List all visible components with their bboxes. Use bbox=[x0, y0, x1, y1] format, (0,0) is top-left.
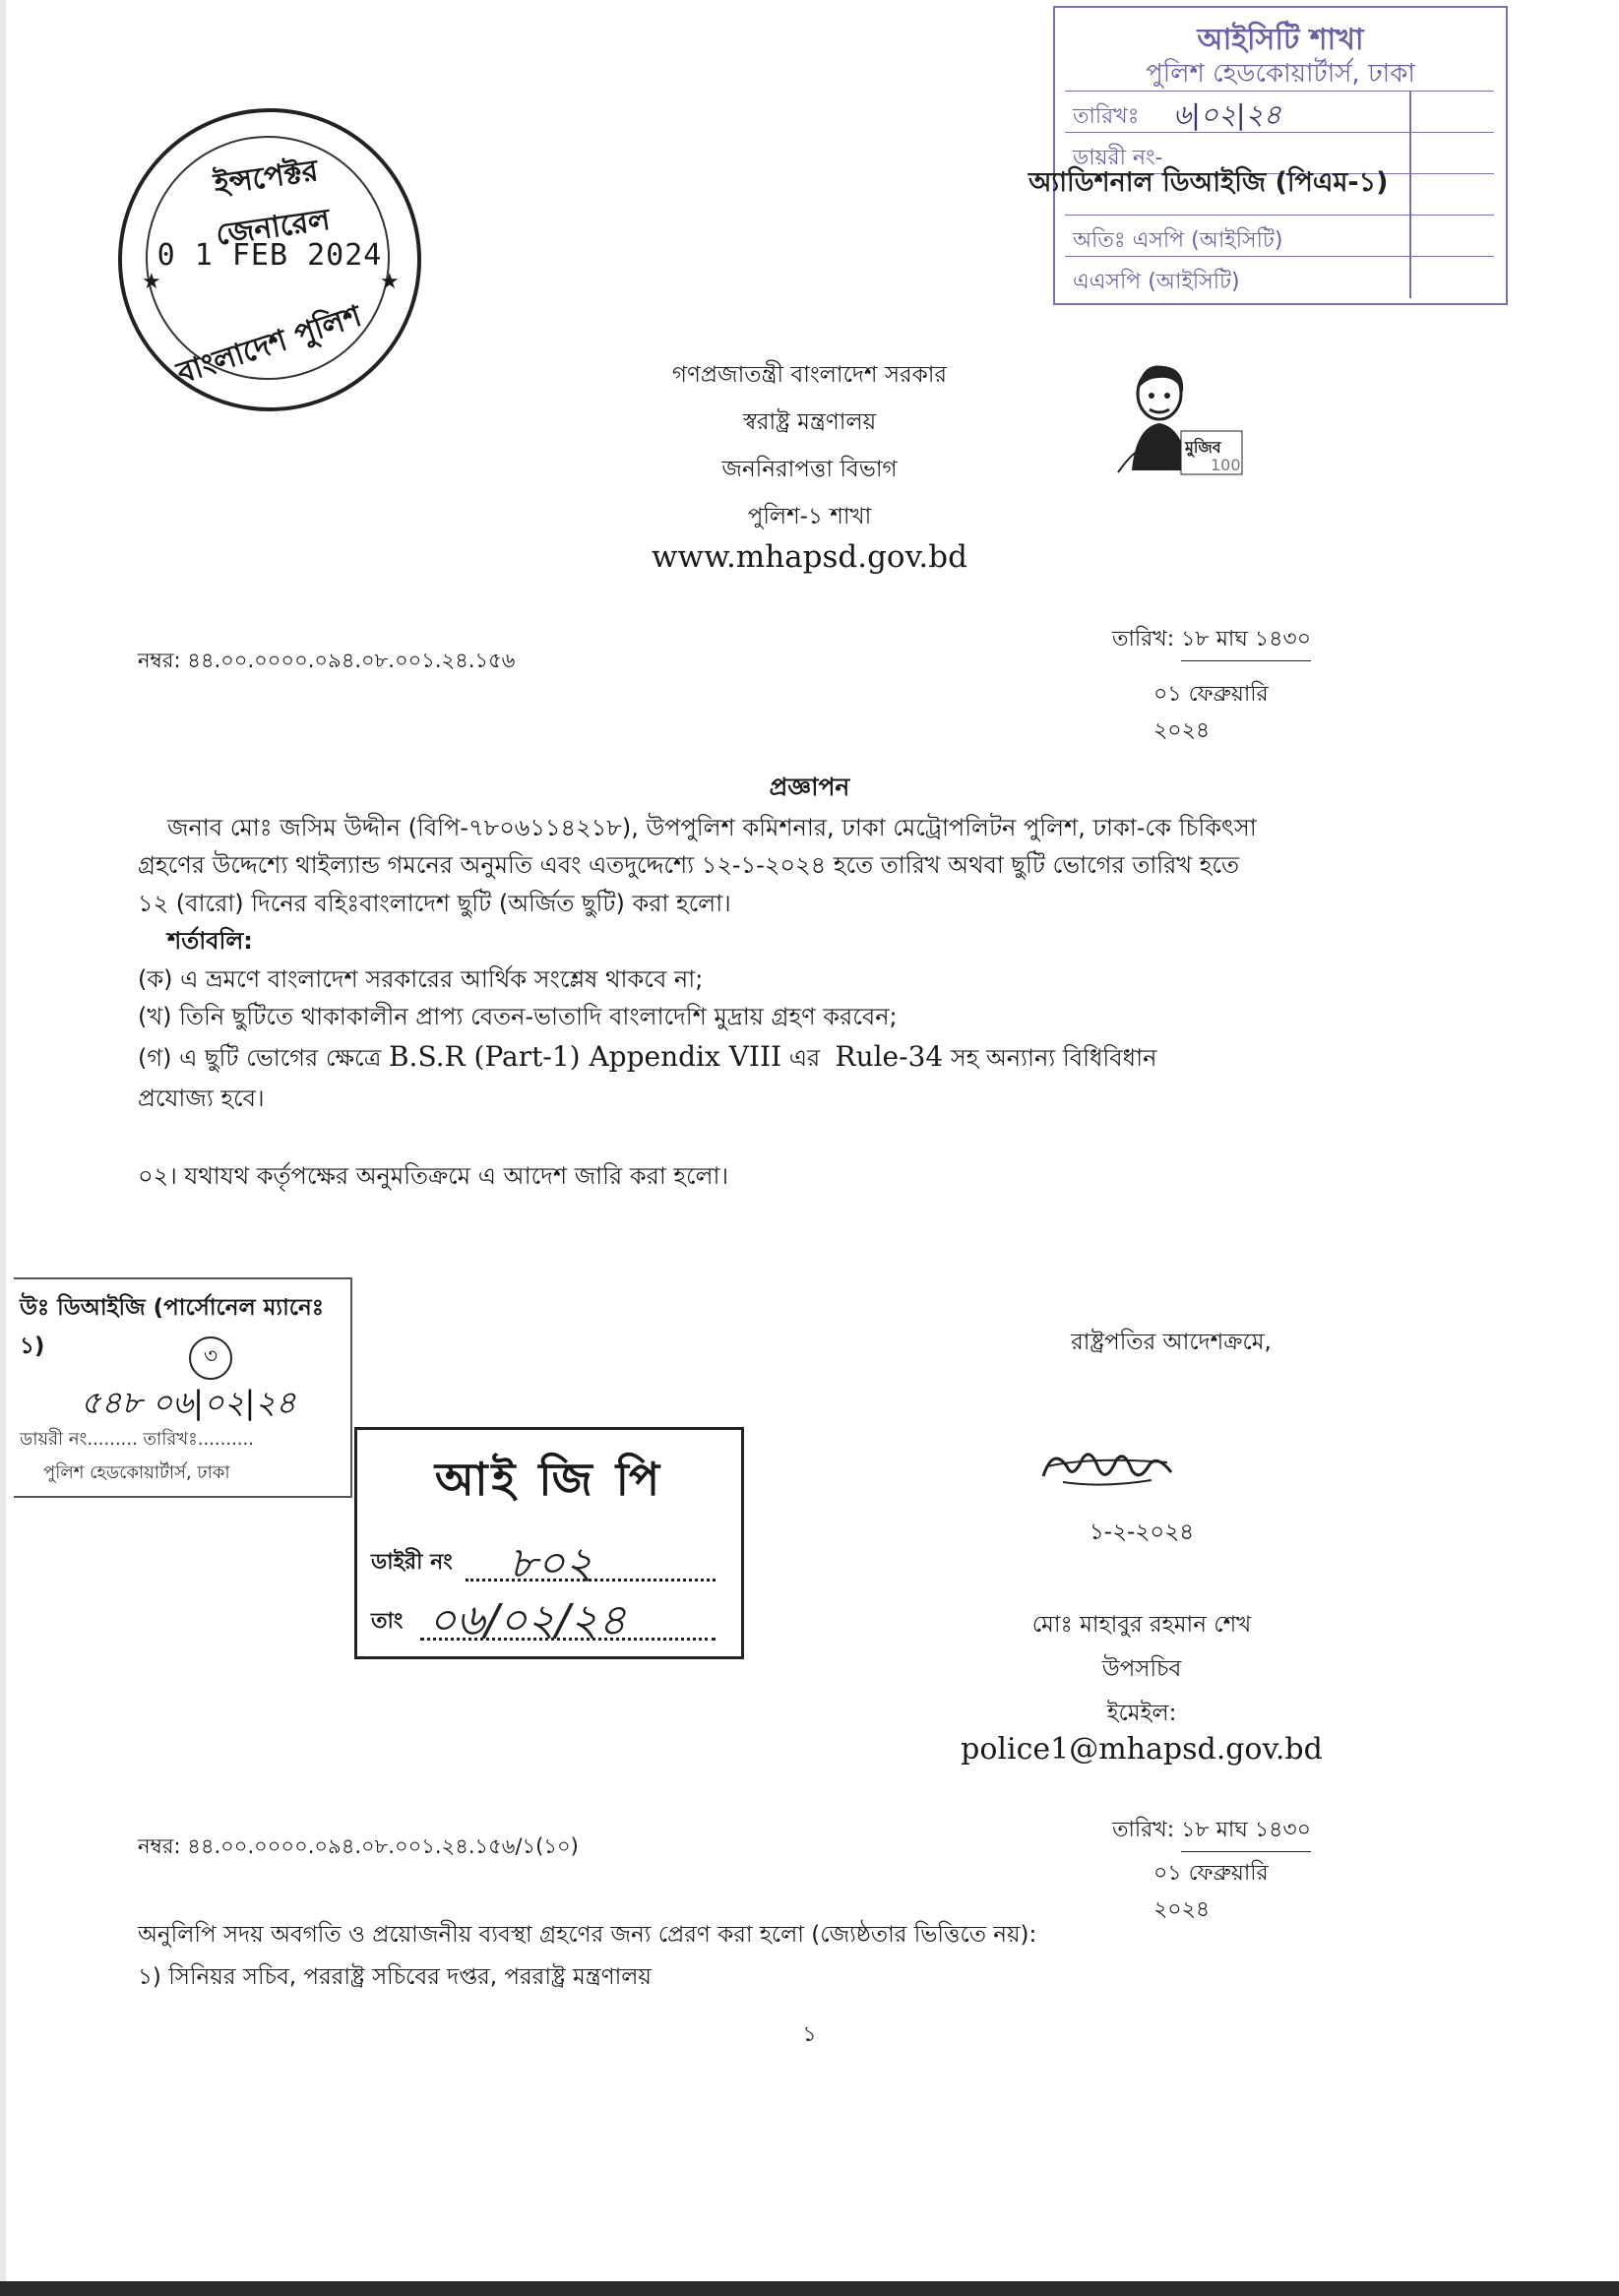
notice-title: প্রজ্ঞাপন bbox=[769, 773, 850, 801]
page-number: ১ bbox=[802, 2022, 817, 2047]
notice-para1-line2: গ্রহণের উদ্দেশ্যে থাইল্যান্ড গমনের অনুমতি এবং এতদুদ্দেশ্যে ১২-১-২০২৪ হতে তারিখ অথবা ছুটি ভোগের তারিখ হতে bbox=[138, 851, 1240, 880]
ict-row-addl-sp: অতিঃ এসপি (আইসিটি) bbox=[1065, 215, 1494, 257]
ict-stamp-title: আইসিটি শাখা bbox=[1197, 23, 1364, 57]
copy-memo-date: তারিখ: ১৮ মাঘ ১৪৩০ ০১ ফেব্রুয়ারি ২০২৪ bbox=[1112, 1813, 1311, 1852]
igp-date-row: তাং ০৬/০২/২৪ bbox=[371, 1597, 725, 1646]
condition-a: (ক) এ ভ্রমণে বাংলাদেশ সরকারের আর্থিক সংশ্লেষ থাকবে না; bbox=[138, 964, 704, 993]
igp-diary-row: ডাইরী নং ৮০২ bbox=[371, 1538, 725, 1587]
signatory-email[interactable]: police1@mhapsd.gov.bd bbox=[961, 1732, 1323, 1767]
memo-date: তারিখ: ১৮ মাঘ ১৪৩০ ০১ ফেব্রুয়ারি ২০২৪ bbox=[1112, 622, 1311, 661]
notice-para2: ০২। যথাযথ কর্তৃপক্ষের অনুমতিক্রমে এ আদেশ জারি করা হলো। bbox=[138, 1161, 729, 1190]
notice-para1-line3: ১২ (বারো) দিনের বহিঃবাংলাদেশ ছুটি (অর্জিত ছুটি) করা হলো। bbox=[138, 889, 731, 917]
ict-row-asp: এএসপি (আইসিটি) bbox=[1065, 256, 1494, 298]
conditions-title: শর্তাবলি: bbox=[167, 927, 253, 956]
by-order-of-president: রাষ্ট্রপতির আদেশক্রমে, bbox=[1071, 1330, 1272, 1355]
copy-memo-number: নম্বর: ৪৪.০০.০০০০.০৯৪.০৮.০০১.২৪.১৫৬/১(১০) bbox=[138, 1834, 579, 1858]
seal-top-text: ইন্সপেক্টর জেনারেল bbox=[212, 154, 333, 253]
ict-row-date: তারিখঃ ৬|০২|২৪ bbox=[1065, 91, 1494, 133]
addl-dig-note: অ্যাডিশনাল ডিআইজি (পিএম-১) bbox=[1028, 167, 1389, 198]
memo-number: নম্বর: ৪৪.০০.০০০০.০৯৪.০৮.০০১.২৪.১৫৬ bbox=[138, 649, 516, 672]
star-icon: ★ bbox=[380, 270, 400, 294]
mujib-100-logo-icon bbox=[1112, 354, 1250, 482]
copy-to-section bbox=[138, 1917, 1447, 1996]
scan-bottom-edge bbox=[0, 2281, 1619, 2296]
header-branch: পুলিশ-১ শাখা bbox=[747, 504, 872, 529]
header-website: www.mhapsd.gov.bd bbox=[652, 539, 967, 575]
header-division: জননিরাপত্তা বিভাগ bbox=[721, 457, 898, 482]
signatory-name: মোঃ মাহাবুর রহমান শেখ bbox=[1031, 1612, 1252, 1638]
igp-stamp-title: আই জি পি bbox=[434, 1453, 664, 1506]
ict-stamp-subtitle: পুলিশ হেডকোয়ার্টার্স, ঢাকা bbox=[1146, 59, 1415, 89]
ict-handwritten-date: ৬|০২|২৪ bbox=[1173, 98, 1281, 131]
memo-date-bangla: ১৮ মাঘ ১৪৩০ bbox=[1181, 622, 1311, 661]
igp-diary-date: ০৬/০২/২৪ bbox=[428, 1595, 627, 1645]
notice-para1-line1: জনাব মোঃ জসিম উদ্দীন (বিপি-৭৮০৬১১৪২১৮), উপপুলিশ কমিশনার, ঢাকা মেট্রোপলিটন পুলিশ, ঢাকা-কে চিকিৎসা bbox=[167, 814, 1257, 841]
igp-diary-stamp bbox=[354, 1427, 744, 1659]
notice-body bbox=[138, 809, 1447, 1195]
email-label: ইমেইল: bbox=[1106, 1701, 1177, 1726]
copy-date-gregorian: ০১ ফেব্রুয়ারি ২০২৪ bbox=[1153, 1861, 1269, 1922]
svg-text:মুজিব: মুজিব bbox=[1185, 438, 1221, 457]
svg-text:100: 100 bbox=[1211, 456, 1241, 474]
star-icon: ★ bbox=[142, 270, 161, 294]
copy-to-item-1: ১) সিনিয়র সচিব, পররাষ্ট্র সচিবের দপ্তর, পররাষ্ট্র মন্ত্রণালয় bbox=[138, 1963, 652, 1990]
memo-date-gregorian: ০১ ফেব্রুয়ারি ২০২৪ bbox=[1153, 682, 1269, 743]
header-gov: গণপ্রজাতন্ত্রী বাংলাদেশ সরকার bbox=[671, 362, 948, 388]
page-edge-shadow bbox=[0, 0, 6, 2281]
condition-b: (খ) তিনি ছুটিতে থাকাকালীন প্রাপ্য বেতন-ভাতাদি বাংলাদেশি মুদ্রায় গ্রহণ করবেন; bbox=[138, 1002, 898, 1030]
dig-stamp-circle-number: ৩ bbox=[189, 1336, 232, 1380]
rule-reference: B.S.R (Part-1) Appendix VIII bbox=[388, 1040, 782, 1074]
copy-date-bangla: ১৮ মাঘ ১৪৩০ bbox=[1181, 1813, 1311, 1852]
condition-c-line2: প্রযোজ্য হবে। bbox=[138, 1085, 265, 1113]
dig-received-stamp bbox=[14, 1277, 352, 1498]
signatory-designation: উপসচিব bbox=[1101, 1656, 1182, 1682]
seal-date: 0 1 FEB 2024 bbox=[156, 238, 383, 273]
dig-stamp-handwritten: ৫৪৮ ০৬|০২|২৪ bbox=[81, 1384, 296, 1421]
signature-date: ১-২-২০২৪ bbox=[1089, 1520, 1195, 1545]
copy-to-intro: অনুলিপি সদয় অবগতি ও প্রয়োজনীয় ব্যবস্থা গ্রহণের জন্য প্রেরণ করা হলো (জ্যেষ্ঠতার ভিত্তিতে নয়): bbox=[138, 1922, 1037, 1948]
seal-bottom-text: বাংলাদেশ পুলিশ bbox=[172, 298, 366, 392]
header-ministry: স্বরাষ্ট্র মন্ত্রণালয় bbox=[742, 409, 877, 435]
signature bbox=[1033, 1437, 1181, 1496]
rule-number: Rule-34 bbox=[835, 1040, 944, 1074]
igp-diary-number: ৮০২ bbox=[509, 1538, 593, 1588]
dig-stamp-diary: ডায়রী নং......... তারিখঃ.......... bbox=[20, 1429, 254, 1450]
dig-stamp-hq: পুলিশ হেডকোয়ার্টার্স, ঢাকা bbox=[43, 1462, 230, 1483]
condition-c: (গ) এ ছুটি ভোগের ক্ষেত্রে B.S.R (Part-1) Appendix VIII এর Rule-34 সহ অন্যান্য বিধিবিধান bbox=[138, 1040, 1157, 1074]
ict-row-diary: ডায়রী নং- bbox=[1065, 132, 1494, 174]
ict-branch-stamp bbox=[1053, 6, 1508, 305]
dig-stamp-office: উঃ ডিআইজি (পার্সোনেল ম্যানেঃ ১) bbox=[20, 1295, 325, 1359]
